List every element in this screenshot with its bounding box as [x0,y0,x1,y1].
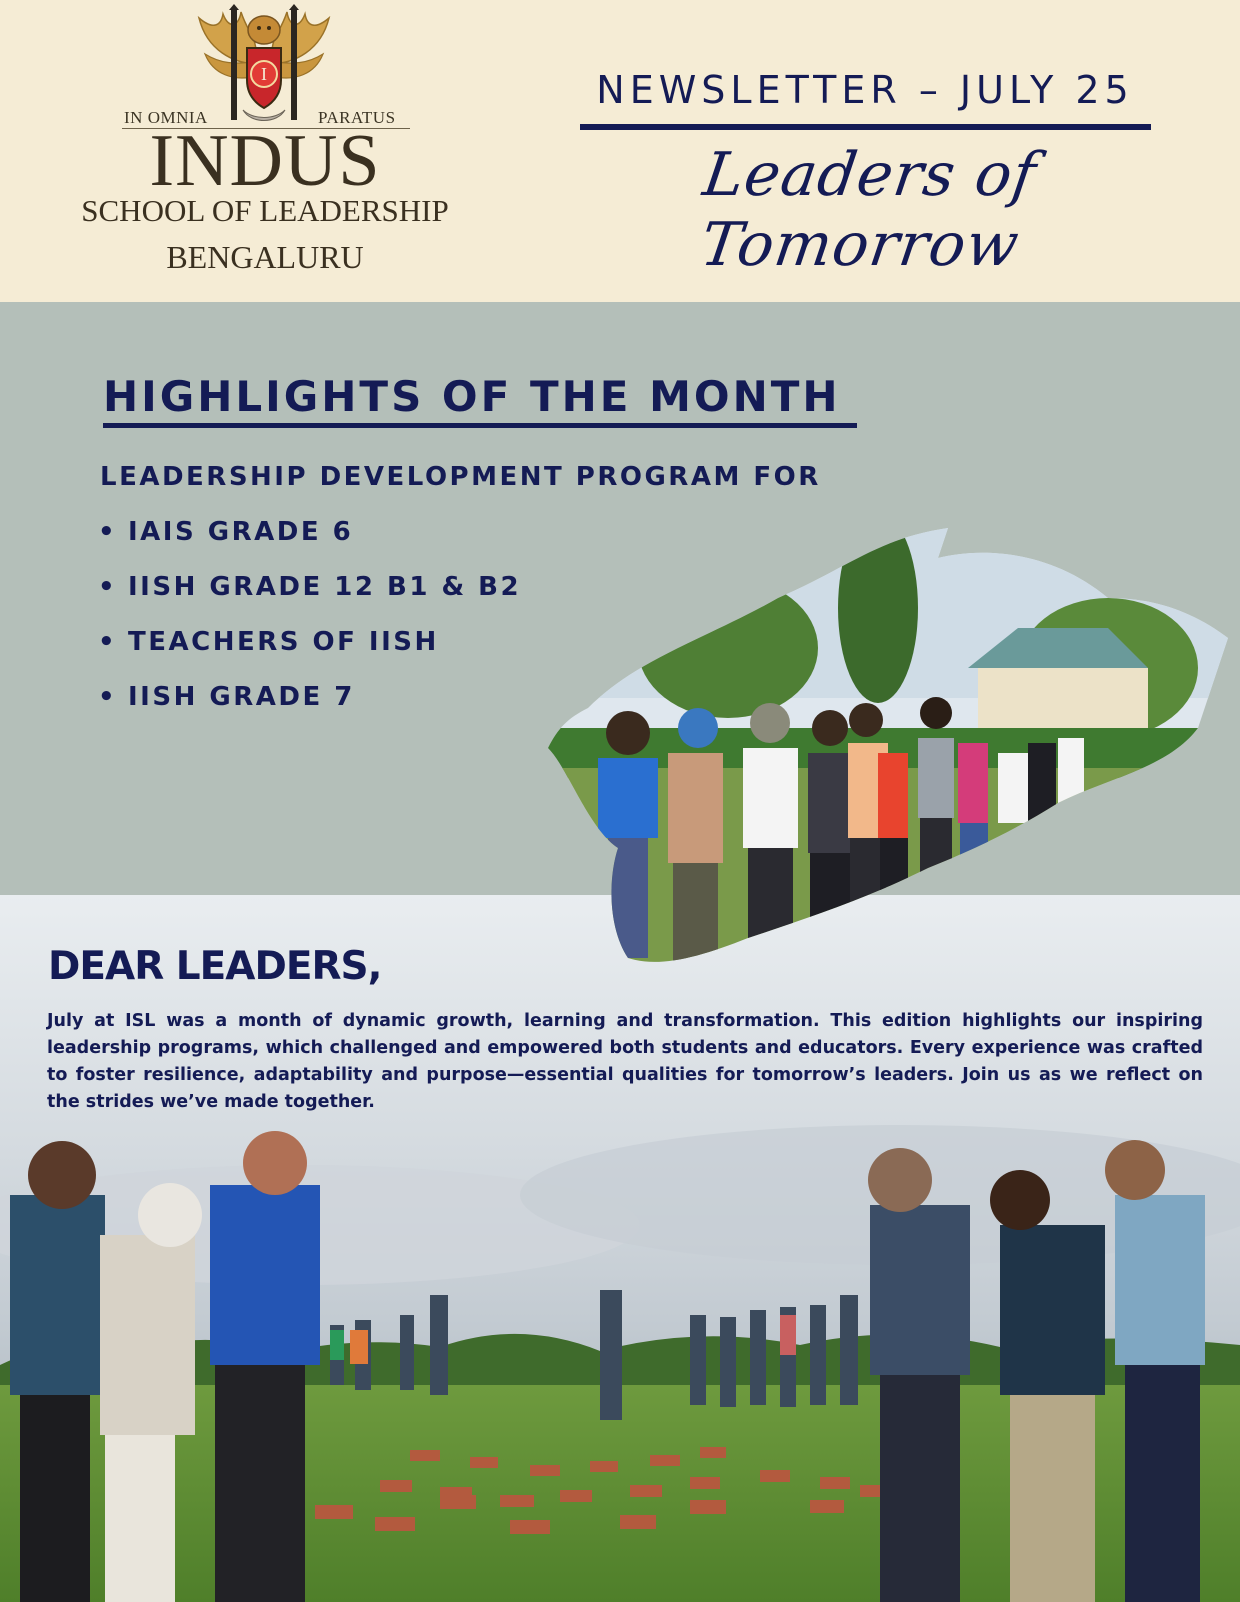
title-underline [580,124,1151,130]
school-subtitle: SCHOOL OF LEADERSHIP [81,193,449,228]
program-item-label: IAIS GRADE 6 [128,517,354,547]
letter-body: July at ISL was a month of dynamic growth, learning and transformation. This edition highlights our inspiring leadership programs, which challenged and empowered both students and educators. Every experience was crafted to foster resilience, adaptability and purpose—essential qualities for tomorrow’s leaders. Join us as we reflect on the strides we’ve made together. [47,1011,1203,1112]
school-name: INDUS [149,120,381,202]
list-item [98,514,521,569]
program-item-label: IISH GRADE 12 B1 & B2 [128,572,522,602]
motto-left: IN OMNIA [124,108,208,127]
newsletter-title: NEWSLETTER – JULY 25 [596,68,1134,112]
bullet-icon: • [98,572,118,602]
letter-greeting: DEAR LEADERS, [48,944,382,989]
bullet-icon: • [98,682,118,712]
school-crest-logo [193,4,335,126]
program-lead: LEADERSHIP DEVELOPMENT PROGRAM FOR [100,462,821,492]
program-list [98,514,521,734]
list-item [98,679,521,734]
students-activity-photo [548,528,1228,968]
bullet-icon: • [98,517,118,547]
teachers-activity-photo [0,895,1240,1602]
program-item-label: IISH GRADE 7 [128,682,355,712]
tagline: Leaders of Tomorrow [696,140,1041,280]
school-city: BENGALURU [166,239,364,275]
list-item [98,624,521,679]
masthead [0,0,1240,302]
list-item [98,569,521,624]
program-item-label: TEACHERS OF IISH [128,627,439,657]
crest-letter: I [261,64,267,84]
motto-right: PARATUS [318,108,396,127]
highlights-heading: HIGHLIGHTS OF THE MONTH [103,372,841,421]
highlights-underline [103,423,857,428]
bullet-icon: • [98,627,118,657]
